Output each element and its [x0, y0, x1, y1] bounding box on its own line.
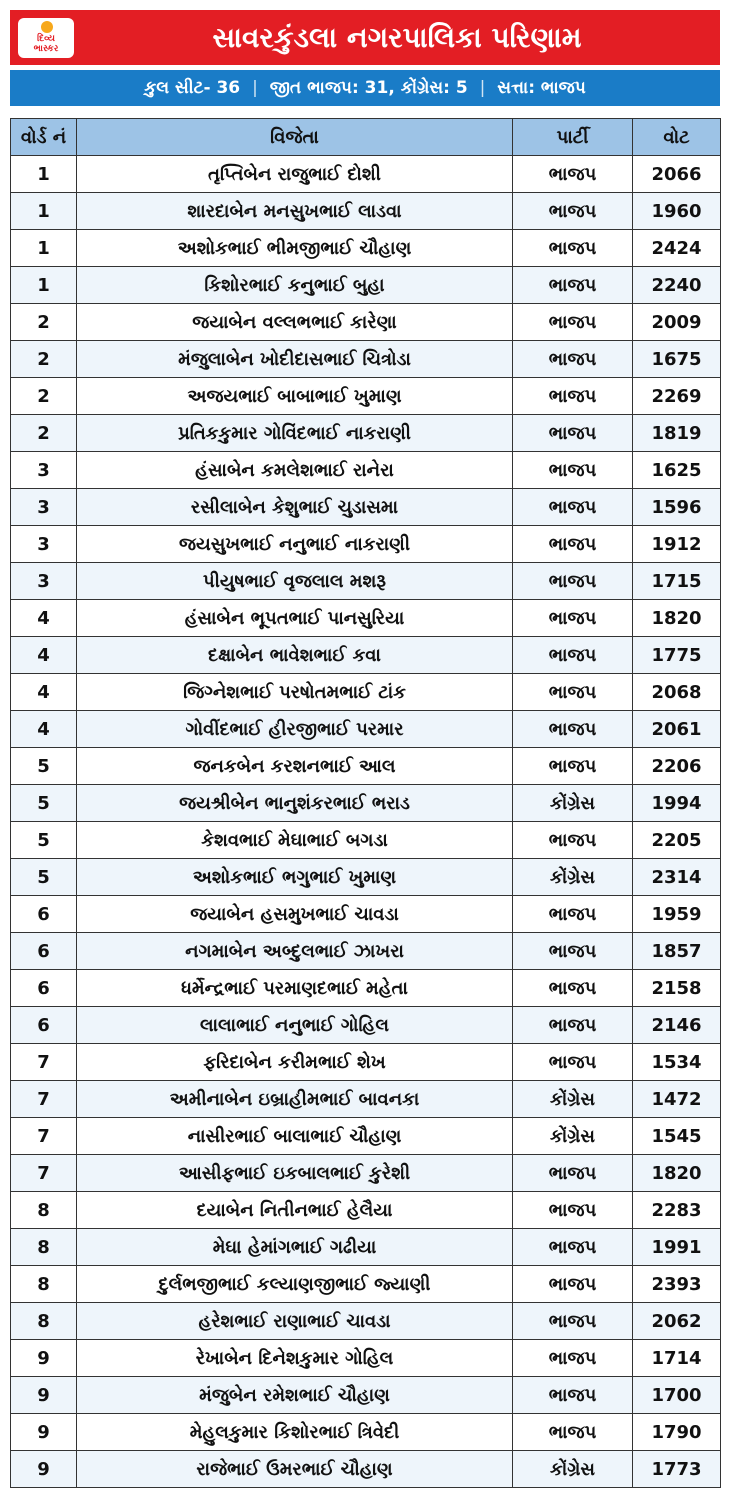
winner-cell: પ્રતિકકુમાર ગોવિંદભાઈ નાકરાણી	[77, 415, 513, 452]
table-row	[11, 563, 721, 600]
column-header-ward: વોર્ડ નં	[11, 119, 77, 156]
table-row	[11, 1377, 721, 1414]
votes-cell: 2066	[633, 156, 721, 193]
party-cell: કોંગ્રેસ	[513, 785, 633, 822]
ward-cell: 1	[11, 267, 77, 304]
power-summary: સત્તા: ભાજપ	[497, 78, 586, 98]
table-row	[11, 193, 721, 230]
ward-cell: 9	[11, 1451, 77, 1488]
party-cell: ભાજપ	[513, 970, 633, 1007]
title-bar	[10, 10, 720, 65]
party-cell: ભાજપ	[513, 341, 633, 378]
ward-cell: 8	[11, 1229, 77, 1266]
winner-cell: આસીફભાઈ ઇકબાલભાઈ કુરેશી	[77, 1155, 513, 1192]
column-header-winner: વિજેતા	[77, 119, 513, 156]
ward-cell: 6	[11, 970, 77, 1007]
separator: |	[479, 78, 486, 98]
party-cell: ભાજપ	[513, 526, 633, 563]
votes-cell: 1596	[633, 489, 721, 526]
votes-cell: 1714	[633, 1340, 721, 1377]
ward-cell: 9	[11, 1377, 77, 1414]
ward-cell: 3	[11, 452, 77, 489]
party-cell: ભાજપ	[513, 600, 633, 637]
table-row	[11, 859, 721, 896]
winner-cell: કિશોરભાઈ કનુભાઈ બુહા	[77, 267, 513, 304]
ward-cell: 5	[11, 785, 77, 822]
winner-cell: જયશ્રીબેન ભાનુશંકરભાઈ ભરાડ	[77, 785, 513, 822]
table-row	[11, 822, 721, 859]
party-cell: કોંગ્રેસ	[513, 859, 633, 896]
votes-cell: 1959	[633, 896, 721, 933]
party-cell: ભાજપ	[513, 822, 633, 859]
winner-cell: રસીલાબેન કેશુભાઈ ચુડાસમા	[77, 489, 513, 526]
separator: |	[252, 78, 258, 98]
votes-cell: 1991	[633, 1229, 721, 1266]
winner-cell: જયાબેન વલ્લભભાઈ કારેણા	[77, 304, 513, 341]
table-row	[11, 785, 721, 822]
votes-cell: 1819	[633, 415, 721, 452]
table-row	[11, 378, 721, 415]
party-cell: ભાજપ	[513, 748, 633, 785]
party-cell: ભાજપ	[513, 1266, 633, 1303]
winner-cell: દયાબેન નિતીનભાઈ હેલૈયા	[77, 1192, 513, 1229]
party-cell: ભાજપ	[513, 674, 633, 711]
table-row	[11, 933, 721, 970]
votes-cell: 1715	[633, 563, 721, 600]
column-header-party: પાર્ટી	[513, 119, 633, 156]
ward-cell: 4	[11, 600, 77, 637]
party-cell: કોંગ્રેસ	[513, 1081, 633, 1118]
table-row	[11, 452, 721, 489]
votes-cell: 2314	[633, 859, 721, 896]
table-row	[11, 1155, 721, 1192]
divya-bhaskar-logo	[18, 18, 74, 58]
results-table	[10, 118, 721, 1488]
ward-cell: 2	[11, 415, 77, 452]
ward-cell: 3	[11, 489, 77, 526]
winner-cell: જનકબેન કરશનભાઈ આલ	[77, 748, 513, 785]
table-row	[11, 1414, 721, 1451]
votes-cell: 1820	[633, 1155, 721, 1192]
ward-cell: 6	[11, 896, 77, 933]
votes-cell: 1820	[633, 600, 721, 637]
ward-cell: 5	[11, 822, 77, 859]
table-row	[11, 1229, 721, 1266]
votes-cell: 1857	[633, 933, 721, 970]
table-row	[11, 1192, 721, 1229]
table-row	[11, 711, 721, 748]
votes-cell: 2146	[633, 1007, 721, 1044]
summary-bar	[10, 70, 720, 106]
votes-cell: 2205	[633, 822, 721, 859]
table-header-row	[11, 119, 721, 156]
winner-cell: લાલાભાઈ નનુભાઈ ગોહિલ	[77, 1007, 513, 1044]
party-cell: ભાજપ	[513, 1007, 633, 1044]
party-cell: ભાજપ	[513, 156, 633, 193]
party-cell: ભાજપ	[513, 1377, 633, 1414]
winner-cell: ગોવીંદભાઈ હીરજીભાઈ પરમાર	[77, 711, 513, 748]
party-cell: ભાજપ	[513, 1155, 633, 1192]
votes-cell: 1790	[633, 1414, 721, 1451]
table-row	[11, 1081, 721, 1118]
winner-cell: પીયુષભાઈ વૃજલાલ મશરૂ	[77, 563, 513, 600]
votes-cell: 2061	[633, 711, 721, 748]
wins-summary: જીત ભાજપ: 31, કોંગ્રેસ: 5	[269, 78, 468, 98]
ward-cell: 4	[11, 637, 77, 674]
table-row	[11, 674, 721, 711]
ward-cell: 7	[11, 1044, 77, 1081]
table-row	[11, 156, 721, 193]
winner-cell: હરેશભાઈ રાણાભાઈ ચાવડા	[77, 1303, 513, 1340]
winner-cell: કેશવભાઈ મેઘાભાઈ બગડા	[77, 822, 513, 859]
votes-cell: 1534	[633, 1044, 721, 1081]
ward-cell: 5	[11, 748, 77, 785]
logo-text-line2: ભાસ્કર	[33, 44, 59, 54]
sun-icon	[41, 21, 53, 33]
party-cell: ભાજપ	[513, 230, 633, 267]
winner-cell: રાજેભાઈ ઉમરભાઈ ચૌહાણ	[77, 1451, 513, 1488]
ward-cell: 7	[11, 1155, 77, 1192]
winner-cell: હંસાબેન કમલેશભાઈ રાનેરા	[77, 452, 513, 489]
table-row	[11, 637, 721, 674]
party-cell: ભાજપ	[513, 711, 633, 748]
logo-text-line1: દિવ્ય	[37, 34, 55, 44]
ward-cell: 8	[11, 1192, 77, 1229]
table-row	[11, 970, 721, 1007]
table-row	[11, 1118, 721, 1155]
winner-cell: મેહુલકુમાર કિશોરભાઈ ત્રિવેદી	[77, 1414, 513, 1451]
votes-cell: 1912	[633, 526, 721, 563]
winner-cell: મંજુબેન રમેશભાઈ ચૌહાણ	[77, 1377, 513, 1414]
table-row	[11, 341, 721, 378]
winner-cell: અજયભાઈ બાબાભાઈ ખુમાણ	[77, 378, 513, 415]
winner-cell: નાસીરભાઈ બાલાભાઈ ચૌહાણ	[77, 1118, 513, 1155]
table-row	[11, 1007, 721, 1044]
party-cell: ભાજપ	[513, 637, 633, 674]
party-cell: કોંગ્રેસ	[513, 1451, 633, 1488]
winner-cell: દક્ષાબેન ભાવેશભાઈ કવા	[77, 637, 513, 674]
ward-cell: 1	[11, 156, 77, 193]
votes-cell: 2393	[633, 1266, 721, 1303]
party-cell: ભાજપ	[513, 896, 633, 933]
ward-cell: 8	[11, 1266, 77, 1303]
votes-cell: 1545	[633, 1118, 721, 1155]
votes-cell: 1994	[633, 785, 721, 822]
party-cell: ભાજપ	[513, 933, 633, 970]
party-cell: ભાજપ	[513, 1340, 633, 1377]
votes-cell: 2068	[633, 674, 721, 711]
winner-cell: હંસાબેન ભૂપતભાઈ પાનસુરિયા	[77, 600, 513, 637]
ward-cell: 1	[11, 230, 77, 267]
party-cell: ભાજપ	[513, 489, 633, 526]
table-row	[11, 1044, 721, 1081]
ward-cell: 5	[11, 859, 77, 896]
votes-cell: 1625	[633, 452, 721, 489]
table-row	[11, 1266, 721, 1303]
ward-cell: 2	[11, 378, 77, 415]
party-cell: ભાજપ	[513, 304, 633, 341]
party-cell: ભાજપ	[513, 1303, 633, 1340]
winner-cell: તૃપ્તિબેન રાજુભાઈ દોશી	[77, 156, 513, 193]
table-row	[11, 1303, 721, 1340]
votes-cell: 2269	[633, 378, 721, 415]
ward-cell: 9	[11, 1340, 77, 1377]
winner-cell: રેખાબેન દિનેશકુમાર ગોહિલ	[77, 1340, 513, 1377]
ward-cell: 3	[11, 526, 77, 563]
total-seats: કુલ સીટ- 36	[144, 78, 241, 98]
winner-cell: દુર્લભજીભાઈ કલ્યાણજીભાઈ જ્યાણી	[77, 1266, 513, 1303]
table-row	[11, 304, 721, 341]
party-cell: ભાજપ	[513, 1044, 633, 1081]
votes-cell: 2240	[633, 267, 721, 304]
votes-cell: 1472	[633, 1081, 721, 1118]
party-cell: ભાજપ	[513, 378, 633, 415]
winner-cell: જિગ્નેશભાઈ પરષોતમભાઈ ટાંક	[77, 674, 513, 711]
votes-cell: 1700	[633, 1377, 721, 1414]
ward-cell: 2	[11, 304, 77, 341]
winner-cell: ફરિદાબેન કરીમભાઈ શેખ	[77, 1044, 513, 1081]
party-cell: ભાજપ	[513, 415, 633, 452]
table-row	[11, 896, 721, 933]
ward-cell: 7	[11, 1118, 77, 1155]
votes-cell: 1775	[633, 637, 721, 674]
ward-cell: 6	[11, 1007, 77, 1044]
winner-cell: અશોકભાઈ ભગુભાઈ ખુમાણ	[77, 859, 513, 896]
table-row	[11, 526, 721, 563]
votes-cell: 2158	[633, 970, 721, 1007]
table-row	[11, 415, 721, 452]
winner-cell: મંજુલાબેન ખોદીદાસભાઈ ચિત્રોડા	[77, 341, 513, 378]
table-row	[11, 489, 721, 526]
winner-cell: નગમાબેન અબ્દુલભાઈ ઝાખરા	[77, 933, 513, 970]
winner-cell: શારદાબેન મનસુખભાઈ લાડવા	[77, 193, 513, 230]
table-row	[11, 748, 721, 785]
ward-cell: 7	[11, 1081, 77, 1118]
page-title: સાવરકુંડલા નગરપાલિકા પરિણામ	[212, 21, 582, 54]
table-row	[11, 1451, 721, 1488]
table-row	[11, 230, 721, 267]
table-row	[11, 267, 721, 304]
votes-cell: 1675	[633, 341, 721, 378]
party-cell: ભાજપ	[513, 563, 633, 600]
votes-cell: 2283	[633, 1192, 721, 1229]
ward-cell: 1	[11, 193, 77, 230]
winner-cell: ધર્મેન્દ્રભાઈ પરમાણદભાઈ મહેતા	[77, 970, 513, 1007]
winner-cell: અમીનાબેન ઇબ્રાહીમભાઈ બાવનકા	[77, 1081, 513, 1118]
party-cell: ભાજપ	[513, 452, 633, 489]
votes-cell: 1773	[633, 1451, 721, 1488]
ward-cell: 8	[11, 1303, 77, 1340]
results-body	[11, 156, 721, 1488]
votes-cell: 2062	[633, 1303, 721, 1340]
party-cell: ભાજપ	[513, 193, 633, 230]
winner-cell: અશોકભાઈ ભીમજીભાઈ ચૌહાણ	[77, 230, 513, 267]
votes-cell: 1960	[633, 193, 721, 230]
ward-cell: 9	[11, 1414, 77, 1451]
column-header-votes: વોટ	[633, 119, 721, 156]
winner-cell: જયાબેન હસમુખભાઈ ચાવડા	[77, 896, 513, 933]
votes-cell: 2206	[633, 748, 721, 785]
party-cell: ભાજપ	[513, 1192, 633, 1229]
ward-cell: 3	[11, 563, 77, 600]
winner-cell: મેઘા હેમાંગભાઈ ગઢીયા	[77, 1229, 513, 1266]
votes-cell: 2009	[633, 304, 721, 341]
votes-cell: 2424	[633, 230, 721, 267]
party-cell: કોંગ્રેસ	[513, 1118, 633, 1155]
ward-cell: 4	[11, 711, 77, 748]
winner-cell: જયસુખભાઈ નનુભાઈ નાકરાણી	[77, 526, 513, 563]
table-row	[11, 1340, 721, 1377]
table-row	[11, 600, 721, 637]
ward-cell: 4	[11, 674, 77, 711]
ward-cell: 2	[11, 341, 77, 378]
party-cell: ભાજપ	[513, 267, 633, 304]
ward-cell: 6	[11, 933, 77, 970]
party-cell: ભાજપ	[513, 1229, 633, 1266]
party-cell: ભાજપ	[513, 1414, 633, 1451]
